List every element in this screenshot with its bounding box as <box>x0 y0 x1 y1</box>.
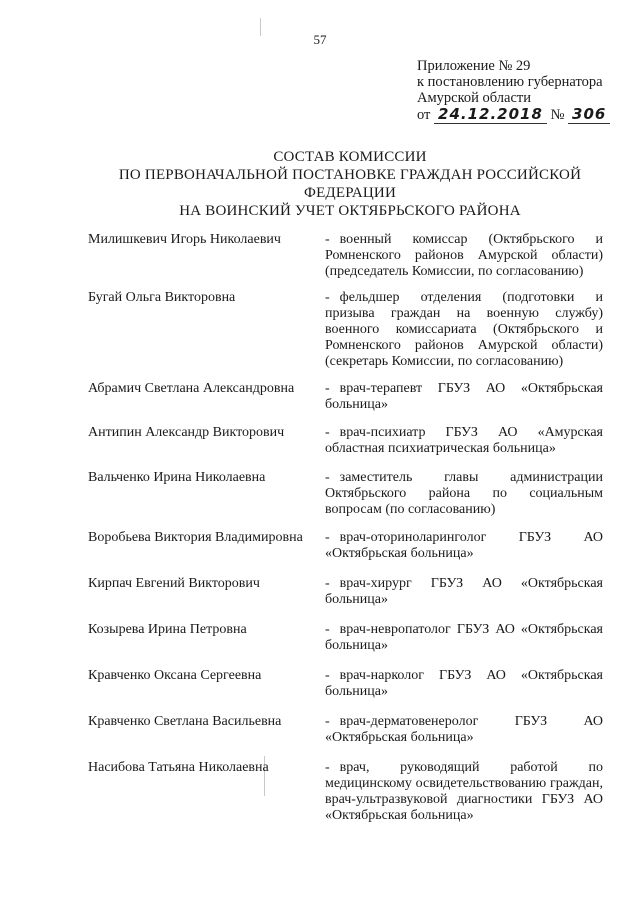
handwritten-date: 24.12.2018 <box>434 105 547 124</box>
member-name: Бугай Ольга Викторовна <box>88 290 236 305</box>
member-name: Кирпач Евгений Викторович <box>88 576 260 591</box>
member-name: Абрамич Светлана Александровна <box>88 381 295 396</box>
appendix-region: Амурской области <box>417 90 531 106</box>
title-line-3: НА ВОИНСКИЙ УЧЕТ ОКТЯБРЬСКОГО РАЙОНА <box>179 203 521 219</box>
member-name: Козырева Ирина Петровна <box>88 622 247 637</box>
member-role: - военный комиссар (Октябрьского и Ромненского районов Амурской области) (председатель Комиссии, по согласованию) <box>325 232 603 279</box>
member-role: - заместитель главы администрации Октябрьского района по социальным вопросам (по согласованию) <box>325 470 603 517</box>
member-role: - врач, руководящий работой по медицинскому освидетельствованию граждан, врач-ультразвуковой диагностики ГБУЗ АО «Октябрьская больница» <box>325 760 603 823</box>
member-role: - фельдшер отделения (подготовки и призыва граждан на военную службу) военного комиссариата (Октябрьского и Ромненского районов Амурской области) (секретарь Комиссии, по согласованию) <box>325 290 603 369</box>
member-role: - врач-оториноларинголог ГБУЗ АО «Октябрьская больница» <box>325 530 603 561</box>
member-name: Кравченко Светлана Васильевна <box>88 714 282 729</box>
member-name: Вальченко Ирина Николаевна <box>88 470 266 485</box>
page-number: 57 <box>313 32 327 47</box>
number-prefix: № <box>550 107 565 123</box>
member-role: - врач-хирург ГБУЗ АО «Октябрьская больница» <box>325 576 603 607</box>
member-role: - врач-терапевт ГБУЗ АО «Октябрьская больница» <box>325 381 603 412</box>
appendix-reference: к постановлению губернатора <box>417 74 603 90</box>
member-name: Милишкевич Игорь Николаевич <box>88 232 281 247</box>
member-name: Насибова Татьяна Николаевна <box>88 760 269 775</box>
member-role: - врач-дерматовенеролог ГБУЗ АО «Октябрьская больница» <box>325 714 603 745</box>
member-name: Воробьева Виктория Владимировна <box>88 530 303 545</box>
title-line-1: СОСТАВ КОМИССИИ <box>273 149 427 165</box>
handwritten-number: 306 <box>568 105 610 124</box>
member-role: - врач-нарколог ГБУЗ АО «Октябрьская больница» <box>325 668 603 699</box>
member-role: - врач-психиатр ГБУЗ АО «Амурская областная психиатрическая больница» <box>325 425 603 456</box>
title-line-2: ПО ПЕРВОНАЧАЛЬНОЙ ПОСТАНОВКЕ ГРАЖДАН РОССИЙСКОЙ ФЕДЕРАЦИИ <box>118 167 582 201</box>
appendix-title: Приложение № 29 <box>417 58 531 74</box>
date-prefix: от <box>417 107 431 123</box>
member-name: Антипин Александр Викторович <box>88 425 285 440</box>
member-role: - врач-невропатолог ГБУЗ АО «Октябрьская больница» <box>325 622 603 653</box>
member-name: Кравченко Оксана Сергеевна <box>88 668 262 683</box>
